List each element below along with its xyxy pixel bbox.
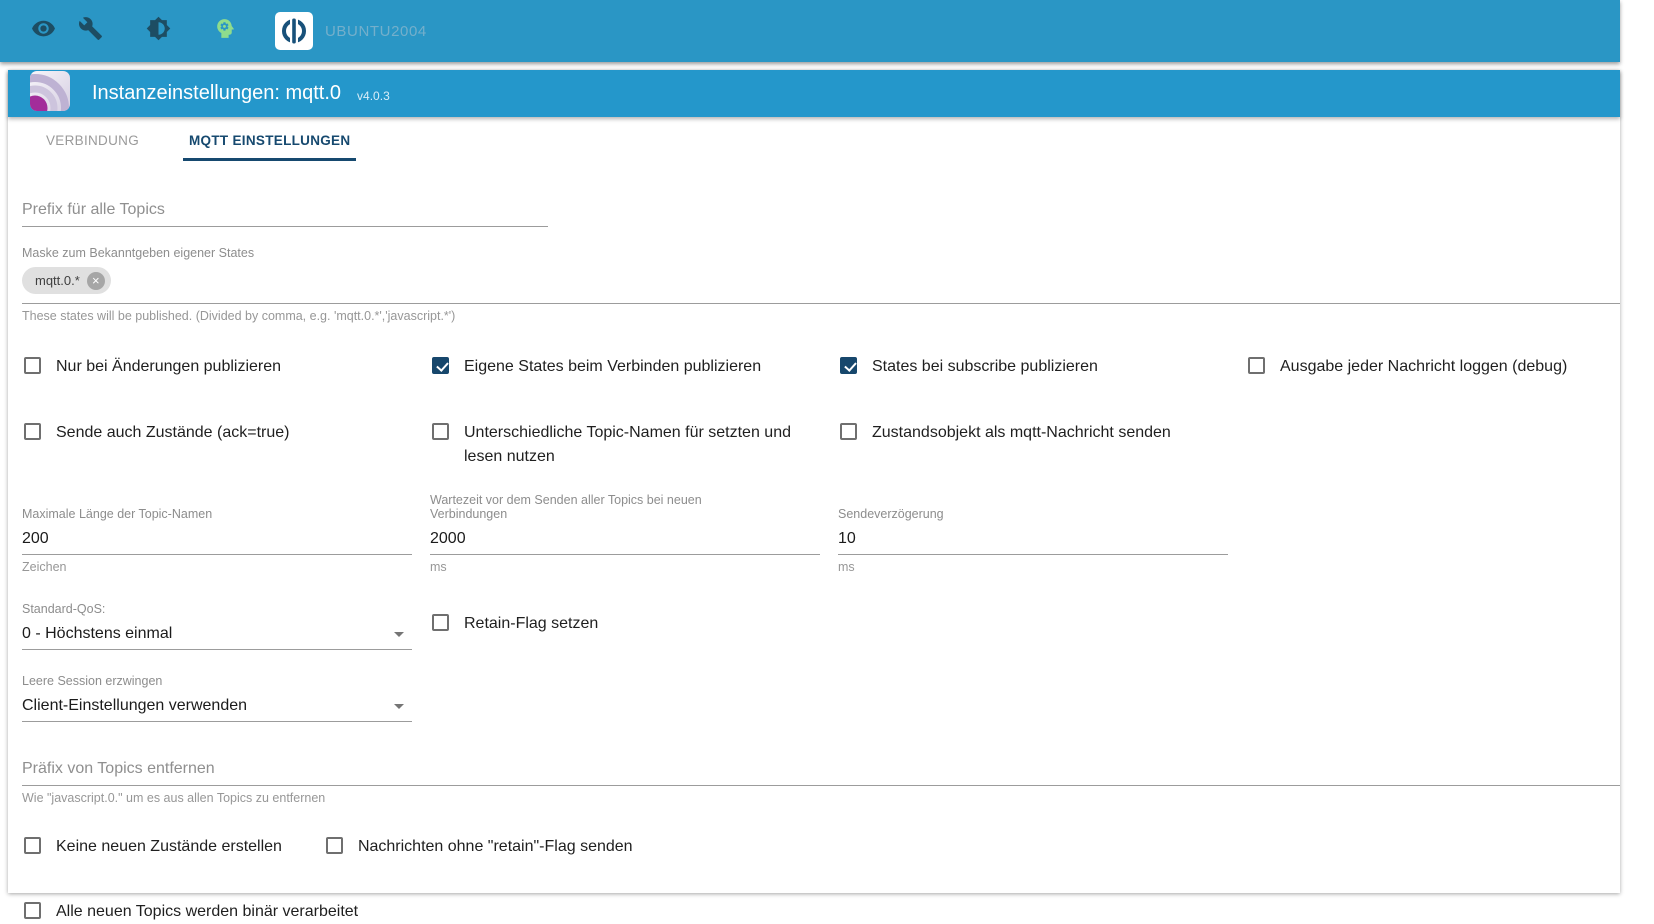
checkbox-publish-states-on-subscribe[interactable] bbox=[838, 355, 1246, 379]
remove-prefix-underline bbox=[22, 785, 1620, 786]
settings-tabs bbox=[8, 117, 1620, 161]
checkbox-publish-on-change[interactable] bbox=[22, 355, 430, 379]
checkbox-box[interactable] bbox=[24, 357, 41, 374]
checkbox-box[interactable] bbox=[326, 837, 343, 854]
visibility-button[interactable] bbox=[30, 18, 56, 44]
input-send-delay[interactable] bbox=[838, 507, 1228, 574]
checkbox-row-4 bbox=[22, 900, 1620, 924]
checkbox-different-topic-names[interactable] bbox=[430, 421, 838, 469]
field-value[interactable]: 200 bbox=[22, 530, 49, 547]
field-label: Wartezeit vor dem Senden aller Topics bei neuen Verbindungen bbox=[430, 493, 702, 521]
checkbox-row-3 bbox=[22, 835, 1620, 859]
chevron-down-icon[interactable] bbox=[394, 632, 404, 637]
field-underline bbox=[430, 554, 820, 555]
checkbox-label: Nachrichten ohne "retain"-Flag senden bbox=[357, 838, 633, 855]
field-value[interactable]: 10 bbox=[838, 530, 856, 547]
state-mask-chip[interactable] bbox=[22, 267, 111, 294]
field-underline bbox=[22, 554, 412, 555]
checkbox-box[interactable] bbox=[24, 423, 41, 440]
checkbox-box[interactable] bbox=[840, 423, 857, 440]
checkbox-no-new-states[interactable] bbox=[22, 835, 282, 859]
theme-button[interactable] bbox=[145, 18, 171, 44]
checkbox-label: Ausgabe jeder Nachricht loggen (debug) bbox=[1280, 358, 1568, 375]
field-helper: ms bbox=[838, 560, 855, 574]
remove-prefix-helper: Wie "javascript.0." um es aus allen Topics zu entfernen bbox=[22, 791, 326, 805]
input-send-interval[interactable] bbox=[430, 493, 820, 574]
checkbox-label: Eigene States beim Verbinden publizieren bbox=[464, 358, 762, 375]
brightness-icon bbox=[146, 16, 171, 46]
dialog-header bbox=[8, 70, 1620, 117]
checkbox-label: Sende auch Zustände (ack=true) bbox=[56, 424, 290, 441]
field-underline bbox=[22, 721, 412, 722]
dialog-title: Instanzeinstellungen: mqtt.0 bbox=[92, 82, 342, 104]
chevron-down-icon[interactable] bbox=[394, 704, 404, 709]
checkbox-box[interactable] bbox=[1248, 357, 1265, 374]
publish-mask-label: Maske zum Bekanntgeben eigener States bbox=[22, 246, 255, 260]
qos-row bbox=[22, 602, 1620, 650]
checkbox-send-without-retain[interactable] bbox=[324, 835, 633, 859]
field-underline bbox=[838, 554, 1228, 555]
expert-head-icon bbox=[213, 16, 238, 46]
publish-mask-helper: These states will be published. (Divided by comma, e.g. 'mqtt.0.*','javascript.*') bbox=[22, 309, 456, 323]
select-default-qos[interactable] bbox=[22, 602, 412, 650]
mqtt-adapter-icon bbox=[30, 71, 70, 116]
checkbox-box[interactable] bbox=[432, 614, 449, 631]
field-label: Sendeverzögerung bbox=[838, 507, 944, 521]
prefix-topics-underline bbox=[22, 226, 548, 227]
checkbox-label: Keine neuen Zustände erstellen bbox=[56, 838, 282, 855]
checkbox-publish-own-states-on-connect[interactable] bbox=[430, 355, 838, 379]
tab-mqtt-einstellungen[interactable]: MQTT EINSTELLUNGEN bbox=[183, 117, 356, 161]
field-helper: Zeichen bbox=[22, 560, 67, 574]
field-label: Maximale Länge der Topic-Namen bbox=[22, 507, 213, 521]
field-label: Standard-QoS: bbox=[22, 602, 106, 616]
iobroker-logo bbox=[275, 12, 313, 50]
publish-mask-input[interactable] bbox=[22, 267, 1620, 294]
settings-button[interactable] bbox=[77, 18, 103, 44]
checkbox-retain-flag[interactable] bbox=[430, 612, 838, 636]
wrench-icon bbox=[78, 16, 103, 46]
checkbox-box[interactable] bbox=[840, 357, 857, 374]
adapter-version: v4.0.3 bbox=[357, 88, 390, 103]
checkbox-send-ack[interactable] bbox=[22, 421, 430, 469]
checkbox-label: Zustandsobjekt als mqtt-Nachricht senden bbox=[872, 424, 1171, 441]
chip-label: mqtt.0.* bbox=[35, 273, 80, 288]
publish-mask-field bbox=[22, 246, 1620, 323]
inputs-row bbox=[22, 493, 1620, 574]
prefix-topics-input[interactable] bbox=[22, 201, 548, 227]
checkbox-row-1 bbox=[22, 355, 1620, 379]
remove-prefix-label: Präfix von Topics entfernen bbox=[22, 760, 215, 777]
select-value[interactable]: Client-Einstellungen verwenden bbox=[22, 697, 248, 714]
instance-settings-dialog bbox=[8, 70, 1620, 920]
prefix-topics-label: Prefix für alle Topics bbox=[22, 201, 165, 218]
field-helper: ms bbox=[430, 560, 447, 574]
checkbox-label: Nur bei Änderungen publizieren bbox=[56, 358, 282, 375]
checkbox-binary-topics[interactable] bbox=[22, 900, 358, 924]
topbar bbox=[0, 0, 1620, 62]
settings-form bbox=[8, 161, 1620, 924]
field-underline bbox=[22, 649, 412, 650]
input-max-topic-length[interactable] bbox=[22, 507, 412, 574]
chip-delete-icon[interactable]: × bbox=[87, 272, 105, 290]
checkbox-box[interactable] bbox=[24, 837, 41, 854]
field-value[interactable]: 2000 bbox=[430, 530, 466, 547]
checkbox-debug-log[interactable] bbox=[1246, 355, 1654, 379]
field-label: Leere Session erzwingen bbox=[22, 674, 163, 688]
checkbox-label: Retain-Flag setzen bbox=[464, 615, 599, 632]
tab-verbindung[interactable]: VERBINDUNG bbox=[46, 133, 140, 148]
checkbox-label: States bei subscribe publizieren bbox=[872, 358, 1098, 375]
session-row bbox=[22, 674, 1620, 722]
checkbox-label: Unterschiedliche Topic-Namen für setzten und lesen nutzen bbox=[464, 424, 791, 465]
remove-prefix-input[interactable] bbox=[22, 760, 1620, 805]
checkbox-send-state-object[interactable] bbox=[838, 421, 1246, 469]
select-value[interactable]: 0 - Höchstens einmal bbox=[22, 625, 173, 642]
checkbox-box[interactable] bbox=[24, 902, 41, 919]
checkbox-label: Alle neuen Topics werden binär verarbeitet bbox=[56, 903, 359, 920]
eye-icon bbox=[31, 16, 56, 46]
publish-mask-underline bbox=[22, 303, 1620, 304]
select-clean-session[interactable] bbox=[22, 674, 412, 722]
expert-mode-button[interactable] bbox=[212, 18, 238, 44]
host-label: UBUNTU2004 bbox=[325, 22, 427, 40]
checkbox-box[interactable] bbox=[432, 423, 449, 440]
checkbox-row-2 bbox=[22, 421, 1620, 469]
checkbox-box[interactable] bbox=[432, 357, 449, 374]
